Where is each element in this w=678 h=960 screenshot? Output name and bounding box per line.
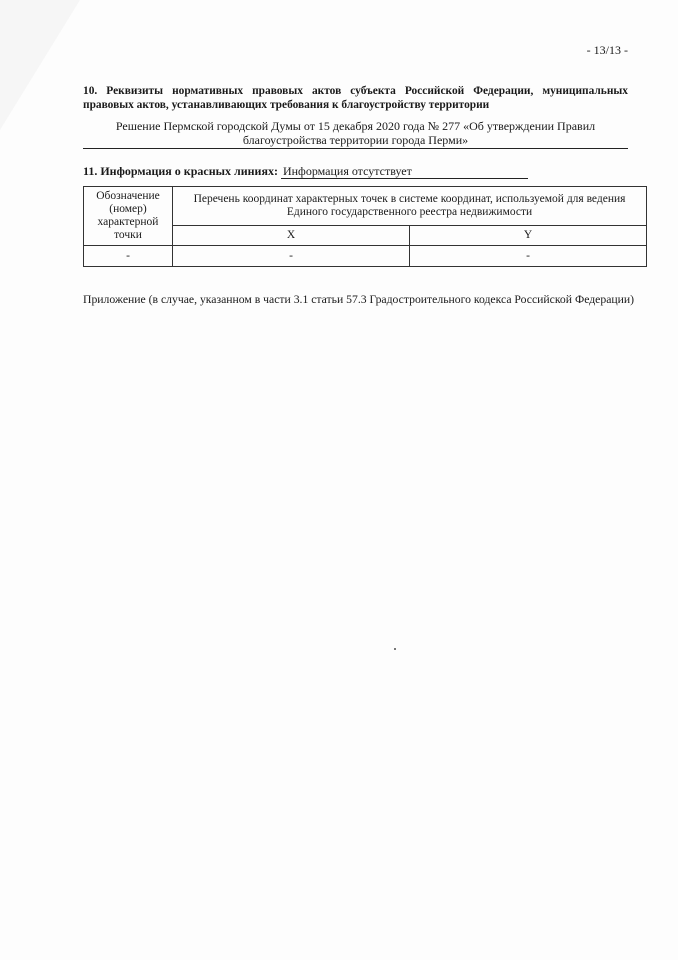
section-11 bbox=[83, 164, 628, 179]
y-header: Y bbox=[409, 226, 646, 246]
section-11-heading: 11. Информация о красных линиях: bbox=[83, 164, 278, 178]
section-10-heading: 10. Реквизиты нормативных правовых актов субъекта Российской Федерации, муниципальных правовых актов, устанавливающих требования к благоустройству территории bbox=[83, 85, 628, 111]
x-cell: - bbox=[173, 246, 410, 267]
page-number: - 13/13 - bbox=[586, 43, 628, 57]
y-cell: - bbox=[409, 246, 646, 267]
speck-mark bbox=[394, 648, 396, 650]
coordinates-list-header: Перечень координат характерных точек в системе координат, используемой для ведения Единого государственного реестра недвижимости bbox=[173, 187, 647, 226]
appendix-note: Приложение (в случае, указанном в части 3.1 статьи 57.3 Градостроительного кодекса Российской Федерации) bbox=[83, 293, 635, 306]
page-fold-shadow bbox=[0, 0, 80, 130]
coordinates-table bbox=[83, 186, 647, 267]
point-cell: - bbox=[84, 246, 173, 267]
point-designation-header: Обозначение (номер) характерной точки bbox=[84, 187, 173, 246]
table-header-row bbox=[84, 187, 647, 226]
section-10-text: Решение Пермской городской Думы от 15 декабря 2020 года № 277 «Об утверждении Правил благоустройства территории города Перми» bbox=[83, 119, 628, 149]
table-row bbox=[84, 246, 647, 267]
x-header: X bbox=[173, 226, 410, 246]
section-11-value: Информация отсутствует bbox=[281, 164, 528, 179]
